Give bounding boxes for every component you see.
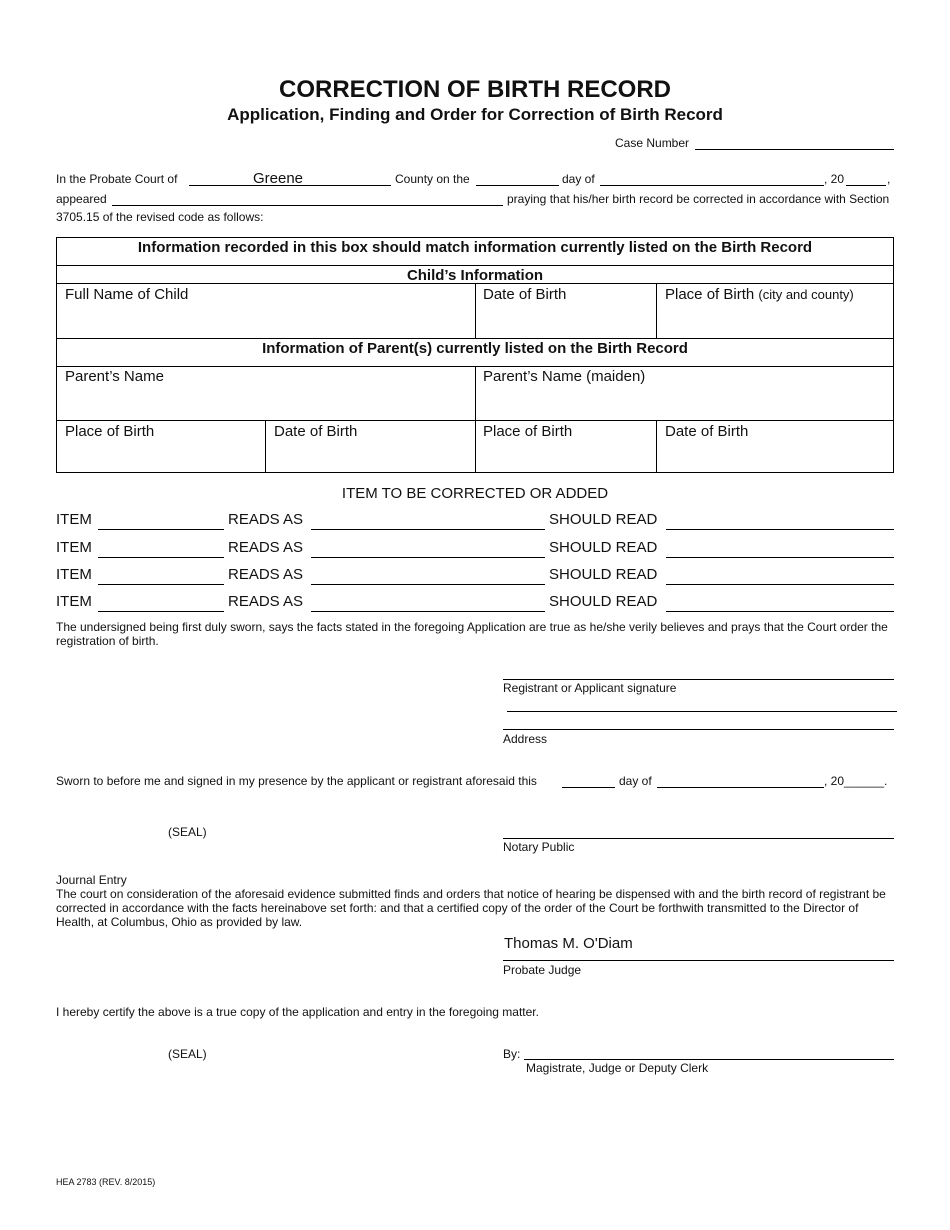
parent2-pob-label: Place of Birth [483,423,573,440]
clerk-signature-field[interactable] [524,1059,894,1060]
item-field[interactable] [98,529,224,530]
item-label: ITEM [56,566,92,583]
birth-record-info-box [56,237,894,473]
oath-text: The undersigned being first duly sworn, says the facts stated in the foregoing Application are true as he/she verily believes and prays that the Court order the registration of birth. [56,620,888,648]
address-field-line2[interactable] [503,729,894,730]
reads-as-label: READS AS [228,511,304,528]
reads-as-label: READS AS [228,539,304,556]
correction-row [56,566,894,586]
section-text: 3705.15 of the revised code as follows: [56,210,264,224]
should-read-label: SHOULD READ [549,539,658,556]
should-read-label: SHOULD READ [549,566,658,583]
year-prefix: , 20 [824,172,845,186]
registrant-signature-label: Registrant or Applicant signature [503,681,677,695]
divider [57,420,893,421]
seal-label: (SEAL) [168,1047,207,1061]
item-field[interactable] [98,584,224,585]
reads-as-field[interactable] [311,611,545,612]
case-number-field[interactable] [695,149,894,150]
item-field[interactable] [98,611,224,612]
certify-text: I hereby certify the above is a true copy of the application and entry in the foregoing matter. [56,1005,539,1019]
case-number-label: Case Number [615,136,690,150]
should-read-field[interactable] [666,529,894,530]
divider [57,265,893,266]
form-subtitle: Application, Finding and Order for Correction of Birth Record [227,105,723,124]
form-id: HEA 2783 (REV. 8/2015) [56,1177,156,1187]
court-label: In the Probate Court of [56,172,178,186]
reads-as-field[interactable] [311,584,545,585]
parents-info-header: Information of Parent(s) currently listed on the Birth Record [262,340,688,357]
item-label: ITEM [56,511,92,528]
reads-as-field[interactable] [311,529,545,530]
sworn-day-of-label: day of [619,774,652,788]
child-dob-label: Date of Birth [483,286,567,303]
parent2-dob-label: Date of Birth [665,423,749,440]
journal-text: The court on consideration of the aforesaid evidence submitted finds and orders that notice of hearing be dispensed with and the birth record of registrant be corrected in accordance with the facts hereinabove set forth: and that a certified copy of the order of the Court be forthwith transmitted to the Director of Health, at Columbus, Ohio as provided by law. [56,887,886,929]
reads-as-label: READS AS [228,566,304,583]
judge-name: Thomas M. O'Diam [504,935,633,952]
should-read-field[interactable] [666,584,894,585]
child-pob-text: Place of Birth [665,286,755,303]
clerk-label: Magistrate, Judge or Deputy Clerk [526,1061,709,1075]
notary-label: Notary Public [503,840,575,854]
item-label: ITEM [56,539,92,556]
year-suffix: , [887,172,891,186]
appeared-label: appeared [56,192,107,206]
child-pob-hint: (city and county) [758,287,854,302]
item-label: ITEM [56,593,92,610]
county-on-the-label: County on the [395,172,470,186]
correction-row [56,511,894,531]
item-field[interactable] [98,557,224,558]
reads-as-field[interactable] [311,557,545,558]
should-read-label: SHOULD READ [549,593,658,610]
parent1-pob-label: Place of Birth [65,423,155,440]
sworn-month-field[interactable] [657,787,824,788]
divider [656,283,657,338]
praying-text: praying that his/her birth record be corrected in accordance with Section [507,192,890,206]
correction-row [56,539,894,559]
notary-signature-field[interactable] [503,838,894,839]
divider [265,420,266,473]
full-name-label: Full Name of Child [65,286,189,303]
should-read-field[interactable] [666,611,894,612]
correction-row [56,593,894,613]
address-field-line1[interactable] [507,711,897,712]
sworn-day-field[interactable] [562,787,615,788]
should-read-label: SHOULD READ [549,511,658,528]
should-read-field[interactable] [666,557,894,558]
county-value: Greene [252,170,304,187]
divider [656,420,657,473]
child-info-header: Child’s Information [406,267,544,284]
judge-label: Probate Judge [503,963,582,977]
reads-as-label: READS AS [228,593,304,610]
registrant-signature-field[interactable] [503,679,894,680]
corrections-heading: ITEM TO BE CORRECTED OR ADDED [341,485,609,502]
journal-title: Journal Entry [56,873,127,887]
parent-maiden-label: Parent’s Name (maiden) [483,368,646,385]
appeared-field[interactable] [112,205,503,206]
child-pob-label [665,286,854,303]
day-field[interactable] [476,185,559,186]
address-label: Address [503,732,548,746]
judge-signature-field[interactable] [503,960,894,961]
divider [475,283,476,338]
parent1-dob-label: Date of Birth [274,423,358,440]
seal-label: (SEAL) [168,825,207,839]
box-header: Information recorded in this box should match information currently listed on the Birth Record [137,239,813,256]
parent-name-label: Parent’s Name [65,368,164,385]
form-title: CORRECTION OF BIRTH RECORD [279,76,671,103]
sworn-year-text: , 20______. [824,774,888,788]
month-field[interactable] [600,185,824,186]
divider [57,338,893,339]
year-field[interactable] [846,185,886,186]
day-of-label: day of [562,172,595,186]
sworn-text: Sworn to before me and signed in my presence by the applicant or registrant aforesaid this [56,774,537,788]
by-label: By: [503,1047,521,1061]
